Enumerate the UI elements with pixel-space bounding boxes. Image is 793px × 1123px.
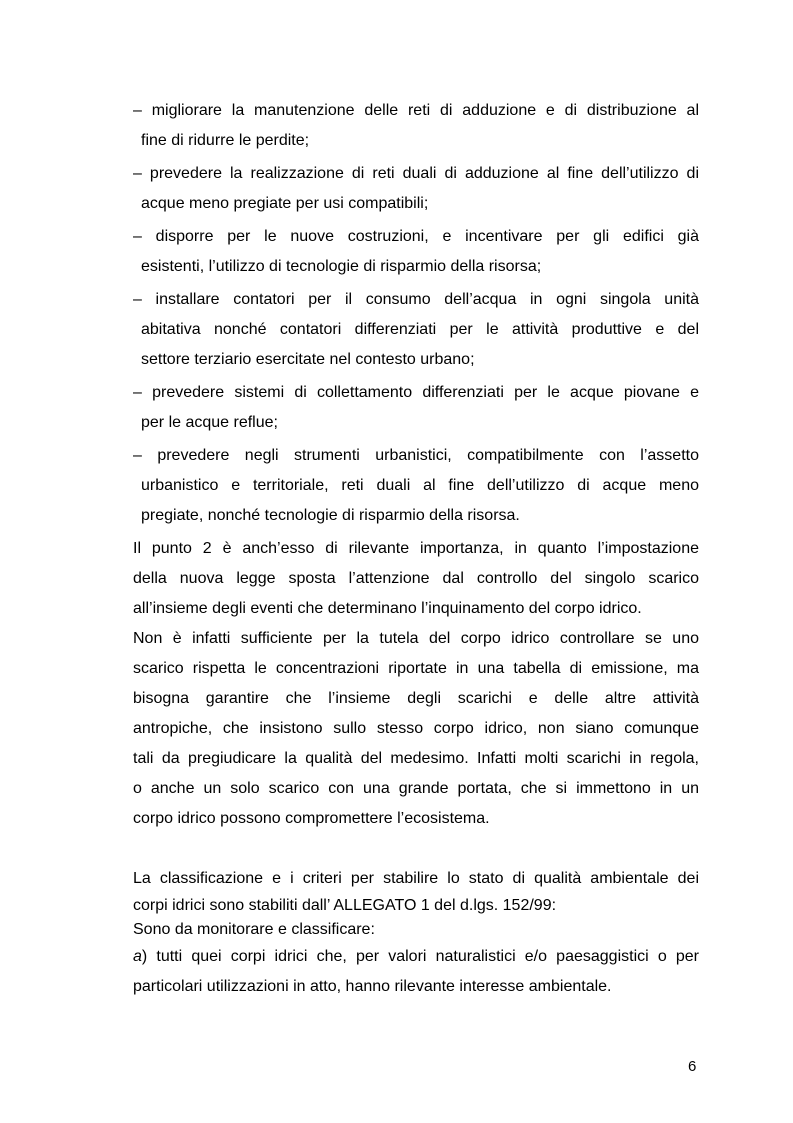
text-line: Sono da monitorare e classificare: xyxy=(133,921,375,938)
text-line: acque meno pregiate per usi compatibili; xyxy=(141,195,429,212)
list-item xyxy=(133,96,699,156)
paragraph xyxy=(133,918,699,942)
text-line xyxy=(133,942,699,972)
text-line: settore terziario esercitate nel contesto urbano; xyxy=(141,351,475,368)
text-line: abitativa nonché contatori differenziati per le attività produttive e del xyxy=(141,321,699,338)
text-line: pregiate, nonché tecnologie di risparmio della risorsa. xyxy=(141,507,520,524)
paragraph xyxy=(133,942,699,1002)
paragraph xyxy=(133,864,699,918)
paragraph xyxy=(133,534,699,624)
list-item xyxy=(133,222,699,282)
text-line: scarico rispetta le concentrazioni riportate in una tabella di emissione, ma xyxy=(133,660,699,677)
list-item xyxy=(133,378,699,438)
text-line: urbanistico e territoriale, reti duali al fine dell’utilizzo di acque meno xyxy=(141,477,699,494)
text-line: – disporre per le nuove costruzioni, e incentivare per gli edifici già xyxy=(133,228,699,245)
text-line: Il punto 2 è anch’esso di rilevante importanza, in quanto l’impostazione xyxy=(133,540,699,557)
text-line: – migliorare la manutenzione delle reti di adduzione e di distribuzione al xyxy=(133,102,699,119)
text-line: antropiche, che insistono sullo stesso corpo idrico, non siano comunque xyxy=(133,720,699,737)
text-line: – installare contatori per il consumo dell’acqua in ogni singola unità xyxy=(133,291,699,308)
paragraph-spacer xyxy=(133,834,699,864)
list-item xyxy=(133,441,699,531)
text-line: fine di ridurre le perdite; xyxy=(141,132,310,149)
list-marker: a xyxy=(133,948,142,965)
text-line: tali da pregiudicare la qualità del medesimo. Infatti molti scarichi in regola, xyxy=(133,750,699,767)
text-run: ) tutti quei corpi idrici che, per valori naturalistici e/o paesaggistici o per xyxy=(141,948,699,965)
text-line: La classificazione e i criteri per stabilire lo stato di qualità ambientale dei xyxy=(133,870,699,887)
text-line: della nuova legge sposta l’attenzione dal controllo del singolo scarico xyxy=(133,570,699,587)
text-line: esistenti, l’utilizzo di tecnologie di risparmio della risorsa; xyxy=(141,258,542,275)
list-item xyxy=(133,159,699,219)
text-line: – prevedere negli strumenti urbanistici, compatibilmente con l’assetto xyxy=(133,447,699,464)
text-line: corpi idrici sono stabiliti dall’ ALLEGATO 1 del d.lgs. 152/99: xyxy=(133,897,557,914)
page-number: 6 xyxy=(688,1058,697,1075)
text-line: o anche un solo scarico con una grande portata, che si immettono in un xyxy=(133,780,699,797)
text-line: per le acque reflue; xyxy=(141,414,278,431)
paragraph xyxy=(133,624,699,834)
document-page xyxy=(133,96,699,1002)
text-line: corpo idrico possono compromettere l’ecosistema. xyxy=(133,810,490,827)
text-line: – prevedere la realizzazione di reti duali di adduzione al fine dell’utilizzo di xyxy=(133,165,699,182)
text-line: Non è infatti sufficiente per la tutela del corpo idrico controllare se uno xyxy=(133,630,699,647)
text-line: – prevedere sistemi di collettamento differenziati per le acque piovane e xyxy=(133,384,699,401)
text-line: particolari utilizzazioni in atto, hanno rilevante interesse ambientale. xyxy=(133,978,612,995)
list-item xyxy=(133,285,699,375)
text-line: bisogna garantire che l’insieme degli scarichi e delle altre attività xyxy=(133,690,699,707)
text-line: all’insieme degli eventi che determinano l’inquinamento del corpo idrico. xyxy=(133,600,642,617)
